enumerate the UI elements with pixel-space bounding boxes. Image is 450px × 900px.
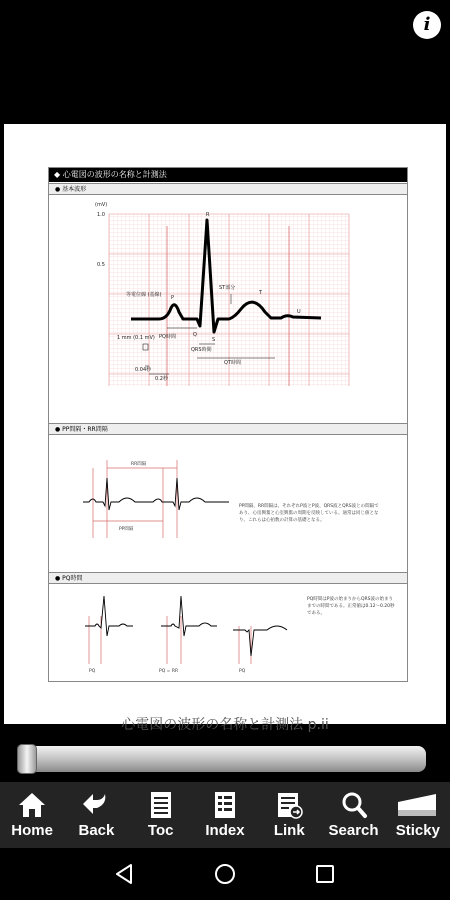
ecg-t-label: T bbox=[259, 290, 263, 296]
toolbar-home-label: Home bbox=[11, 822, 53, 839]
info-button[interactable]: i bbox=[413, 11, 441, 39]
ecg-st-label: ST部分 bbox=[219, 285, 236, 291]
toolbar-sticky-label: Sticky bbox=[395, 822, 440, 839]
pq-time-description: PQ時間はP波の始まりからQRS波の始まりまでの時間である。正常値は0.12〜0.20秒である。 bbox=[307, 597, 395, 616]
index-icon bbox=[210, 790, 240, 820]
ecg-y-label-05: 0.5 bbox=[97, 262, 105, 268]
toolbar-toc-label: Toc bbox=[147, 822, 174, 839]
page-slider-track[interactable] bbox=[20, 746, 426, 772]
document-title: ◆ 心電図の波形の名称と計測法 bbox=[49, 168, 407, 182]
link-icon bbox=[274, 790, 304, 820]
back-arrow-icon bbox=[81, 790, 111, 820]
ecg-s-label: S bbox=[212, 337, 216, 343]
ecg-basic-waveform-diagram bbox=[49, 196, 407, 396]
sticky-note-icon bbox=[396, 790, 440, 820]
toc-icon bbox=[146, 790, 176, 820]
ecg-r-label: R bbox=[206, 212, 210, 218]
page-slider-thumb[interactable] bbox=[17, 744, 37, 774]
home-circle-icon[interactable] bbox=[211, 860, 239, 888]
pq-label-1: PQ bbox=[89, 669, 96, 674]
document-page[interactable] bbox=[4, 124, 446, 724]
ecg-baseline-label: 等電位線 (基線) bbox=[126, 292, 162, 298]
toolbar-sticky-button[interactable] bbox=[386, 782, 450, 848]
document-content bbox=[48, 167, 408, 682]
section-heading-pq-time: ● PQ時間 bbox=[49, 572, 407, 584]
recents-square-icon[interactable] bbox=[311, 860, 339, 888]
toolbar-home-button[interactable] bbox=[0, 782, 64, 848]
android-nav-bar bbox=[0, 848, 450, 900]
toolbar-toc-button[interactable] bbox=[129, 782, 193, 848]
toolbar-index-label: Index bbox=[205, 822, 245, 839]
ecg-pq-label: PQ時間 bbox=[159, 334, 176, 340]
toolbar-search-label: Search bbox=[328, 822, 379, 839]
back-triangle-icon[interactable] bbox=[111, 860, 139, 888]
search-icon bbox=[339, 790, 369, 820]
ecg-004-label: 0.04秒 bbox=[135, 367, 152, 373]
pp-rr-description: PP間隔、RR間隔は、それぞれP波とP波、QRS波とQRS波との間隔であり、心房興奮と心室興奮の周期を反映している。通常は同じ値となり、これらは心拍数の計算の基礎となる。 bbox=[239, 504, 379, 523]
ecg-p-label: P bbox=[171, 295, 175, 301]
pp-rr-interval-diagram bbox=[49, 438, 249, 568]
ecg-q-label: Q bbox=[193, 332, 197, 338]
toolbar-search-button[interactable] bbox=[321, 782, 385, 848]
ecg-unit-label: (mV) bbox=[95, 202, 108, 208]
pq-label-3: PQ bbox=[239, 669, 246, 674]
pq-time-diagram bbox=[49, 586, 299, 681]
section-heading-basic-waveform: ● 基本波形 bbox=[49, 183, 407, 195]
pp-interval-label: PP間隔 bbox=[119, 527, 134, 532]
toolbar-back-label: Back bbox=[78, 822, 115, 839]
toolbar-back-button[interactable] bbox=[64, 782, 128, 848]
rr-interval-label: RR間隔 bbox=[131, 462, 147, 467]
toolbar-link-button[interactable] bbox=[257, 782, 321, 848]
ecg-u-label: U bbox=[297, 309, 301, 315]
toolbar-index-button[interactable] bbox=[193, 782, 257, 848]
ecg-02-label: 0.2秒 bbox=[155, 376, 168, 382]
pq-label-2: PQ = RR bbox=[159, 669, 179, 674]
toolbar-link-label: Link bbox=[273, 822, 305, 839]
home-icon bbox=[17, 790, 47, 820]
bottom-toolbar bbox=[0, 782, 450, 848]
ecg-mm-label: 1 mm (0.1 mV) bbox=[117, 335, 155, 341]
section-heading-pp-rr: ● PP間隔・RR間隔 bbox=[49, 423, 407, 435]
page-caption: 心電図の波形の名称と計測法 p.ii bbox=[121, 717, 329, 733]
ecg-y-label-1: 1.0 bbox=[97, 212, 105, 218]
ecg-qrs-label: QRS時間 bbox=[191, 347, 212, 353]
ecg-qt-label: QT時間 bbox=[224, 360, 241, 366]
